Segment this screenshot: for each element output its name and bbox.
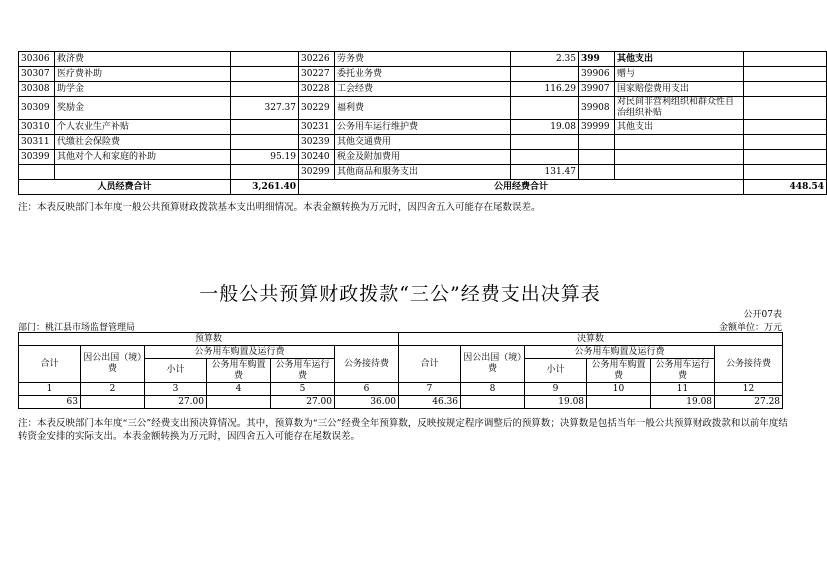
code-cell: 30227 (299, 67, 335, 82)
amount-cell (511, 97, 579, 120)
code-cell: 39907 (579, 82, 615, 97)
code-cell: 30240 (299, 150, 335, 165)
amount-cell (744, 165, 827, 180)
amount-cell: 95.19 (231, 150, 299, 165)
item-name-cell: 国家赔偿费用支出 (615, 82, 744, 97)
amount-cell (231, 67, 299, 82)
code-cell: 39906 (579, 67, 615, 82)
table1-note: 注：本表反映部门本年度一般公共预算财政拨款基本支出明细情况。本表金额转换为万元时，因四舍五入可能存在尾数误差。 (18, 202, 541, 213)
public-total-value: 448.54 (744, 180, 827, 195)
amount-cell (744, 82, 827, 97)
amount-cell (231, 82, 299, 97)
final-vehicle-running-header: 公务用车运行费 (651, 359, 715, 383)
table-row (19, 67, 827, 82)
item-name-cell: 福利费 (335, 97, 511, 120)
amount-cell (744, 120, 827, 135)
amount-cell (511, 150, 579, 165)
value-cell (81, 396, 145, 409)
item-name-cell: 代缴社会保险费 (55, 135, 231, 150)
col-number: 6 (335, 383, 399, 396)
budget-vehicle-purchase-header: 公务用车购置费 (207, 359, 271, 383)
code-cell: 30306 (19, 52, 55, 67)
code-cell: 30239 (299, 135, 335, 150)
item-name-cell: 工会经费 (335, 82, 511, 97)
amount-cell (744, 135, 827, 150)
item-name-cell: 劳务费 (335, 52, 511, 67)
col-number: 7 (399, 383, 461, 396)
amount-cell (231, 165, 299, 180)
amount-cell (231, 52, 299, 67)
item-name-cell: 其他支出 (615, 120, 744, 135)
form-code: 公开07表 (743, 310, 782, 320)
basic-expenditure-table (18, 51, 827, 195)
amount-cell (744, 67, 827, 82)
final-reception-header: 公务接待费 (715, 346, 783, 383)
budget-reception-header: 公务接待费 (335, 346, 399, 383)
three-public-expenses-table (18, 332, 783, 409)
col-number: 1 (19, 383, 81, 396)
code-cell: 30311 (19, 135, 55, 150)
item-name-cell (615, 135, 744, 150)
item-name-cell: 救济费 (55, 52, 231, 67)
item-name-cell: 奖励金 (55, 97, 231, 120)
table-row (19, 150, 827, 165)
amount-cell (511, 67, 579, 82)
value-cell: 27.00 (271, 396, 335, 409)
value-cell: 19.08 (651, 396, 715, 409)
col-number: 8 (461, 383, 525, 396)
code-cell: 30299 (299, 165, 335, 180)
header-row-1 (19, 333, 783, 346)
page-title: 一般公共预算财政拨款“三公”经费支出决算表 (199, 283, 601, 305)
code-cell: 30399 (19, 150, 55, 165)
item-name-cell: 其他交通费用 (335, 135, 511, 150)
amount-cell: 131.47 (511, 165, 579, 180)
value-cell: 63 (19, 396, 81, 409)
table-row (19, 120, 827, 135)
budget-abroad-header: 因公出国（境）费 (81, 346, 145, 383)
value-cell (461, 396, 525, 409)
amount-cell (744, 97, 827, 120)
code-cell: 30309 (19, 97, 55, 120)
col-number: 12 (715, 383, 783, 396)
col-number: 3 (145, 383, 207, 396)
code-cell: 30307 (19, 67, 55, 82)
amount-cell: 327.37 (231, 97, 299, 120)
item-name-cell: 其他对个人和家庭的补助 (55, 150, 231, 165)
item-name-cell (615, 150, 744, 165)
code-cell (579, 165, 615, 180)
public-total-label: 公用经费合计 (299, 180, 744, 195)
col-number: 10 (587, 383, 651, 396)
value-cell: 36.00 (335, 396, 399, 409)
table-row (19, 52, 827, 67)
item-name-cell: 税金及附加费用 (335, 150, 511, 165)
totals-row (19, 180, 827, 195)
table-row (19, 165, 827, 180)
final-total-header: 合计 (399, 346, 461, 383)
code-cell: 30310 (19, 120, 55, 135)
table-row (19, 97, 827, 120)
item-name-cell: 助学金 (55, 82, 231, 97)
budget-subtotal-header: 小计 (145, 359, 207, 383)
value-cell: 27.28 (715, 396, 783, 409)
final-vehicle-purchase-header: 公务用车购置费 (587, 359, 651, 383)
values-row (19, 396, 783, 409)
budget-total-header: 合计 (19, 346, 81, 383)
amount-cell (231, 135, 299, 150)
amount-cell (744, 150, 827, 165)
col-number: 11 (651, 383, 715, 396)
item-name-cell: 委托业务费 (335, 67, 511, 82)
final-subtotal-header: 小计 (525, 359, 587, 383)
item-name-cell (615, 165, 744, 180)
item-name-cell: 公务用车运行维护费 (335, 120, 511, 135)
code-cell: 399 (579, 52, 615, 67)
code-cell (19, 165, 55, 180)
item-name-cell: 个人农业生产补贴 (55, 120, 231, 135)
amount-cell (511, 135, 579, 150)
value-cell: 19.08 (525, 396, 587, 409)
code-cell: 30231 (299, 120, 335, 135)
amount-cell (744, 52, 827, 67)
amount-cell: 116.29 (511, 82, 579, 97)
budget-vehicle-running-header: 公务用车运行费 (271, 359, 335, 383)
code-cell: 30229 (299, 97, 335, 120)
table-row (19, 82, 827, 97)
budget-header: 预算数 (19, 333, 399, 346)
table2-note: 注：本表反映部门本年度“三公”经费支出预决算情况。其中，预算数为“三公”经费全年预算数，反映按规定程序调整后的预算数；决算数是包括当年一般公共预算财政拨款和以前年度结转资金安排的实际支出。本表金额转换为万元时，因四舍五入可能存在尾数误差。 (18, 418, 788, 442)
col-number: 5 (271, 383, 335, 396)
item-name-cell: 对民间非营利组织和群众性自治组织补贴 (615, 97, 744, 120)
department-label: 部门：桃江县市场监督管理局 (18, 323, 136, 333)
value-cell (207, 396, 271, 409)
value-cell (587, 396, 651, 409)
code-cell: 39908 (579, 97, 615, 120)
item-name-cell (55, 165, 231, 180)
item-name-cell: 其他商品和服务支出 (335, 165, 511, 180)
amount-cell: 19.08 (511, 120, 579, 135)
code-cell (579, 150, 615, 165)
code-cell: 30226 (299, 52, 335, 67)
code-cell (579, 135, 615, 150)
col-number: 9 (525, 383, 587, 396)
basic-expenditure-body (19, 52, 827, 180)
value-cell: 27.00 (145, 396, 207, 409)
budget-vehicle-group-header: 公务用车购置及运行费 (145, 346, 335, 359)
amount-cell: 2.35 (511, 52, 579, 67)
code-cell: 30228 (299, 82, 335, 97)
table-row (19, 135, 827, 150)
final-header: 决算数 (399, 333, 783, 346)
value-cell: 46.36 (399, 396, 461, 409)
code-cell: 39999 (579, 120, 615, 135)
item-name-cell: 其他支出 (615, 52, 744, 67)
final-abroad-header: 因公出国（境）费 (461, 346, 525, 383)
unit-label: 金额单位：万元 (718, 323, 782, 333)
column-number-row (19, 383, 783, 396)
amount-cell (231, 120, 299, 135)
personnel-total-value: 3,261.40 (231, 180, 299, 195)
item-name-cell: 医疗费补助 (55, 67, 231, 82)
final-vehicle-group-header: 公务用车购置及运行费 (525, 346, 715, 359)
personnel-total-label: 人员经费合计 (19, 180, 231, 195)
header-row-2 (19, 346, 783, 359)
item-name-cell: 赠与 (615, 67, 744, 82)
col-number: 4 (207, 383, 271, 396)
col-number: 2 (81, 383, 145, 396)
code-cell: 30308 (19, 82, 55, 97)
